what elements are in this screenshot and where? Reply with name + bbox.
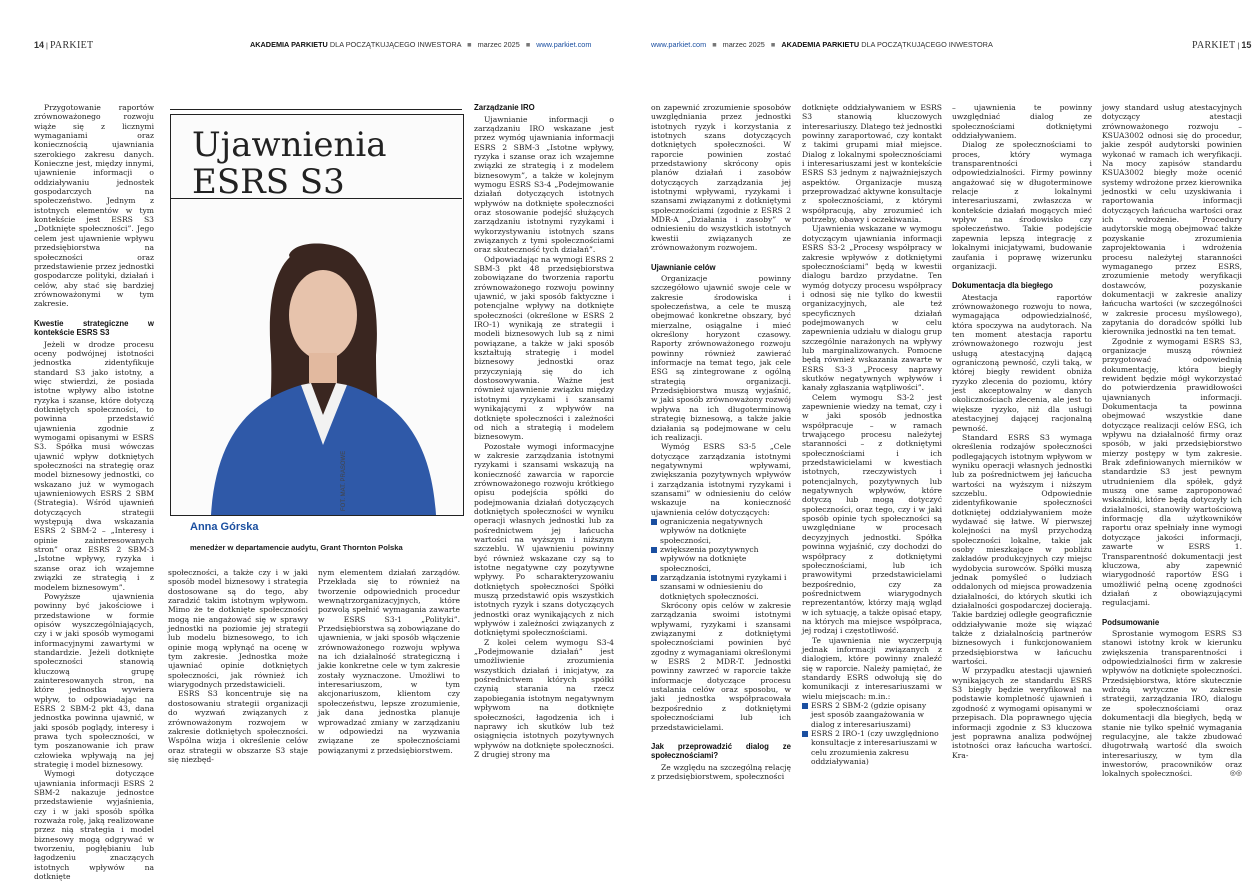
parkiet-logo: PARKIET bbox=[1192, 40, 1236, 51]
paragraph: Te ujawnienia nie wyczerpują jednak informacji związanych z dialogiem, które powinny znaleźć się w raporcie. Należy pamiętać, że standardy ESRS odwołują się do komunikacji z interesariuszami w wielu miejscach: m.in.: bbox=[802, 635, 942, 701]
header-left-brand bbox=[34, 40, 93, 51]
paragraph: dotknięte oddziaływaniem w ESRS S3 stanowią kluczowych interesariuszy. Dlatego też jednostki powinny zaraportować, czy kontakt z takimi grupami miał miejsce. Dialog z lokalnymi społecznościami i interesariuszami jest w kontekście ESRS S3 jednym z najważniejszych aspektów. Organizacje muszą przeprowadzać aktywne konsultacje z społecznościami, z którymi współpracują, aby zrozumieć ich potrzeby, obawy i oczekiwania. bbox=[802, 103, 942, 225]
header-right-brand bbox=[1192, 40, 1251, 51]
paragraph: Wymogi dotyczące ujawniania informacji ESRS 2 SBM-2 nakazuje jednostce przedstawienie wyjaśnienia, czy i w jaki sposób spółka rozważa rolę, jaką realizowane przez nią strategia i model biznesowy mogą odgrywać w tworzeniu, pogłębianiu lub łagodzeniu znaczących istotnych wpływów na dotknięte bbox=[34, 769, 154, 882]
bullet-separator: ■ bbox=[525, 40, 531, 49]
list-item: ograniczenia negatywnych wpływów na dotknięte społeczności, bbox=[651, 517, 791, 545]
section-subtitle: DLA POCZĄTKUJĄCEGO INWESTORA bbox=[329, 40, 462, 49]
column-2 bbox=[168, 568, 308, 764]
section-heading: Podsumowanie bbox=[1102, 617, 1160, 627]
paragraph: jowy standard usług atestacyjnych dotyczący atestacji zrównoważonego rozwoju – KSUA3002 odnosi się do procedur, jakie zespół audytorski powinien wykonać w ramach ich weryfikacji. Na mocy zapisów standardu KSUA3002 biegły może ocenić systemy wdrożone przez kierownika jednostki w celu uzyskiwania i raportowania informacji dotyczących łańcucha wartości oraz ich wdrożenie. Procedury audytorskie mogą obejmować także pozyskanie zrozumienia zaprojektowania i wdrożenia procesu należytej staranności wymaganego przez ESRS, zrozumienie metody weryfikacji dostawców, pozyskanie dokumentacji w zakresie analizy łańcucha wartości (w szczególności w zakresie procesu myślowego), zapytania do doradców spółki lub kierownika jednostki na ten temat. bbox=[1102, 103, 1242, 337]
column-3 bbox=[318, 568, 460, 755]
page-left bbox=[0, 0, 629, 882]
paragraph: nym elementem działań zarządów. Przekłada się to również na tworzenie odpowiednich procedur wewnątrzorganizacyjnych, które pozwolą spełnić wymagania zawarte w ESRS S3-1 „Polityki”. Przedsiębiorstwa są zobowiązane do ujawnienia, w jaki sposób włączenie zrównoważonego rozwoju wpływa na ich działalność strategiczną i jakie konkretne cele w tym zakresie zostały wyznaczone. Umożliwi to interesariuszom, w tym akcjonariuszom, klientom czy społeczeństwu, lepsze zrozumienie, jak dana jednostka planuje wprowadzać zmiany w zarządzaniu w odpowiedzi na wyzwania związane ze społecznościami powiązanymi z przedsiębiorstwem. bbox=[318, 568, 460, 755]
paragraph bbox=[1102, 629, 1242, 779]
paragraph: Odpowiadając na wymogi ESRS 2 SBM-3 pkt 48 przedsiębiorstwa zobowiązane do tworzenia raportu zrównoważonego rozwoju powinny ujawnić, w jaki sposób faktyczne i potencjalne wpływy na dotknięte społeczności (określone w ESRS 2 IRO-1) wynikają ze strategii i modeli biznesowych lub są z nimi powiązane, a także w jaki sposób kształtują strategię i model biznesowy jednostki oraz przyczyniają się do ich dostosowywania. Ważne jest również ujawnienie związku między istotnymi ryzykami i szansami wynikającymi z wpływów na dotknięte społeczności i zależności od nich a strategią i modelem biznesowym. bbox=[474, 254, 614, 442]
paragraph: ESRS S3 koncentruje się na dostosowaniu strategii organizacji do wyzwań związanych z zrównoważonym rozwojem w zakresie dotkniętych społeczności. Wspólna wizja i określenie celów oraz strategii w obszarze S3 staje się niezbęd- bbox=[168, 689, 308, 764]
goals-list bbox=[651, 517, 791, 601]
issue-date: marzec 2025 bbox=[722, 40, 765, 49]
end-of-article-icon: ◎◎ bbox=[1229, 769, 1242, 778]
site-link[interactable]: www.parkiet.com bbox=[536, 40, 592, 49]
paragraph: Zgodnie z wymogami ESRS S3, organizacje muszą również przygotować odpowiednią dokumentację, która biegły rewident będzie mógł wykorzystać do potwierdzenia prawidłowości ujawnianych informacji. Dokumentacja ta powinna obejmować wszystkie dane dotyczące realizacji celów ESG, ich wpływu na działalność firmy oraz sposób, w jaki przedsiębiorstwo mierzy postępy w tym zakresie. Brak zdefiniowanych mierników w standardzie S3 jest pewnym utrudnieniem dla spółek, gdyż muszą one same zaproponować wskaźniki, które będą dotyczyły ich działalności, stanowiły wartościową informację dla użytkowników raportu oraz spełniały inne wymogi dotyczące jakości informacji, zawarte w ESRS 1. Transparentność dokumentacji jest kluczowa, aby zapewnić wiarygodność raportów ESG i umożliwić pełną ocenę zgodności działań z obowiązującymi regulacjami. bbox=[1102, 336, 1242, 608]
author-role: menedżer w departamencie audytu, Grant Thornton Polska bbox=[190, 543, 403, 552]
column-8 bbox=[1102, 103, 1242, 779]
paragraph: Ujawnienia wskazane w wymogu dotyczącym ujawniania informacji ESRS S3-2 „Procesy współpracy w zakresie wpływów z dotkniętymi społecznościami” będą w kwestii dialogu bardzo przydatne. Ten wymóg dotyczy procesu współpracy i odnosi się nie tylko do kwestii organizacyjnych, ale też specyficznych działań podejmowanych w celu zapewnienia udziału w dialogu grup szczególnie narażonych na wpływy lub marginalizowanych. Pomocne będą również wskazania zawarte w ESRS S3-3 „Procesy naprawy skutków negatywnych wpływów i kanały zgłaszania wątpliwości”. bbox=[802, 224, 942, 393]
paragraph: – ujawnienia te powinny uwzględniać dialog ze społecznościami dotkniętymi oddziaływaniem. bbox=[952, 103, 1092, 141]
section-heading: Zarządzanie IRO bbox=[474, 103, 535, 112]
column-1 bbox=[34, 103, 154, 882]
page-number: 14 bbox=[34, 40, 45, 50]
title-rule-bottom bbox=[170, 198, 462, 199]
column-5 bbox=[651, 103, 791, 782]
paragraph: Standard ESRS S3 wymaga określenia rodzajów społeczności podlegających istotnym wpływom w wyniku operacji własnych jednostki lub za pośrednictwem jej łańcucha wartości na wyższym i niższym szczeblu. Odpowiednie zidentyfikowanie społeczności dotkniętej oddziaływaniem może wydawać się łatwe. W pierwszej kolejności na myśl przychodzą społeczności lokalne, takie jak osoby mieszkające w pobliżu zakładów produkcyjnych czy miejsc wydobycia surowców. Spółki muszą jednak pomyśleć o ludziach oddalonych od miejsca prowadzenia działalności, do których skutki ich działalności gospodarczej docierają. Takie bardziej odległe geograficznie oddziaływanie może się wiązać także z działalnością partnerów biznesowych i funkcjonowaniem przedsiębiorstwa w łańcuchu wartości. bbox=[952, 432, 1092, 667]
section-subtitle: DLA POCZĄTKUJĄCEGO INWESTORA bbox=[861, 40, 993, 49]
paragraph: Skrócony opis celów w zakresie zarządzania swoimi istotnymi wpływami, ryzykami i szansami związanymi z dotkniętymi społecznościami powinien być zgodny z wymaganiami określonymi w ESRS 2 MDR-T. Jednostki powinny zawrzeć w raporcie także informacje dotyczące procesu ustalania celów oraz sposobu, w jaki jednostka współpracowała bezpośrednio z dotkniętymi społecznościami lub ich przedstawicielami. bbox=[651, 601, 791, 732]
section-name: AKADEMIA PARKIETU bbox=[250, 40, 328, 49]
photo-credit: FOT. MAT. PRASOWE bbox=[341, 450, 347, 511]
lead-paragraph: Przygotowanie raportów zrównoważonego rozwoju wiąże się z licznymi wymaganiami oraz koniecznością ujawniania szerokiego zakresu danych. Konieczne jest, między innymi, ujawnienie informacji o oddziaływaniu jednostek gospodarczych na społeczeństwo. Jednym z istotnych elementów w tym kontekście jest ESRS S3 „Dotknięte społeczności”. Jego celem jest ujawnienie wpływu przedsiębiorstwa na społeczności oraz przedstawienie przez jednostki gospodarcze polityki, działań i celów, aby stać się bardziej zrównoważonymi w tym zakresie. bbox=[34, 103, 154, 309]
section-heading: Jak przeprowadzić dialog ze społecznościami? bbox=[651, 741, 791, 761]
bullet-separator: ■ bbox=[712, 40, 717, 49]
separator: | bbox=[1237, 41, 1240, 50]
title-line-2: ESRS S3 bbox=[192, 162, 345, 202]
header-left-meta bbox=[250, 40, 591, 49]
section-heading: Ujawnianie celów bbox=[651, 262, 716, 272]
site-link[interactable]: www.parkiet.com bbox=[651, 40, 707, 49]
references-list bbox=[802, 701, 942, 766]
author-name: Anna Górska bbox=[190, 521, 259, 533]
parkiet-logo: PARKIET bbox=[49, 40, 94, 51]
paragraph: Jeżeli w drodze procesu oceny podwójnej istotności jednostka zidentyfikuje standard S3 jako istotny, a więc stwierdzi, że posiada istotne wpływy albo istotne ryzyka i szanse, które dotyczą dotkniętych społeczności, to powinna przedstawić ujawnienia zgodnie z wymogami opisanymi w ESRS S3. Spółka musi wówczas ujawnić wpływ dotkniętych społeczności na strategię oraz model biznesowy jednostki, co wskazano już w wymogach ujawnieniowych ESRS 2 SBM (Strategia). Wśród ujawnień dotyczących strategii występują dwa wskazania ESRS 2 SBM-2 – „Interesy i opinie zainteresowanych stron” oraz ESRS 2 SBM-3 „Istotne wpływy, ryzyka i szanse oraz ich wzajemne związki ze strategią i z modelem biznesowym”. bbox=[34, 339, 154, 592]
paragraph: Organizacje powinny szczegółowo ujawnić swoje cele w zakresie środowiska i społeczeństwa, a cele te muszą obejmować konkretne obszary, być mierzalne, osiągalne i mieć określony horyzont czasowy. Raporty zrównoważonego rozwoju powinny również zawierać informacje na temat tego, jak cele ESG są zintegrowane z ogólną strategią organizacji. Przedsiębiorstwa muszą wyjaśnić, w jaki sposób zrównoważony rozwój wpływa na ich długoterminową strategię biznesową, a także jakie działania są podejmowane w celu ich realizacji. bbox=[651, 274, 791, 442]
page-number: 15 bbox=[1241, 40, 1252, 50]
issue-date: marzec 2025 bbox=[477, 40, 520, 49]
paragraph: W przypadku atestacji ujawnień wynikających ze standardu ESRS S3 biegły będzie weryfikował na podstawie kompletność ujawnień i zgodność z wymogami opisanymi w przepisach. Dla poprawnego ujęcia informacji zgodnie z S3 kluczowa jest poprawna analiza podwójnej istotności oraz łańcucha wartości. Kra- bbox=[952, 666, 1092, 760]
article-title bbox=[192, 127, 462, 201]
list-item: ESRS 2 SBM-2 (gdzie opisany jest sposób zaangażowania w dialog z interesariuszami) bbox=[802, 701, 942, 729]
paragraph: on zapewnić zrozumienie sposobów uwzględniania przez jednostki istotnych ryzyk i korzystania z istotnych szans dotyczących dotkniętych społeczności. W raporcie powinien zostać przedstawiony skrócony opis planów działań i zasobów dotyczących zarządzania jej istotnymi wpływami, ryzykami i szansami związanymi z dotkniętymi społecznościami (zgodnie z ESRS 2 MDR-A „Działania i zasoby” w odniesieniu do wszystkich istotnych kwestii związanych ze zrównoważonym rozwojem. bbox=[651, 103, 791, 253]
bullet-separator: ■ bbox=[770, 40, 776, 49]
column-6 bbox=[802, 103, 942, 766]
paragraph: Wymóg ESRS S3-5 „Cele dotyczące zarządzania istotnymi negatywnymi wpływami, zwiększania pozytywnych wpływów i zarządzania istotnymi ryzykami i szansami” w odniesieniu do celów wskazuje na konieczność ujawnienia celów dotyczących: bbox=[651, 442, 791, 517]
title-line-1: Ujawnienia bbox=[192, 125, 387, 165]
separator: | bbox=[46, 41, 48, 50]
list-item: ESRS 2 IRO-1 (czy uwzględniono konsultacje z interesariuszami w celu zrozumienia zakresu oddziaływania) bbox=[802, 729, 942, 766]
paragraph: Celem wymogu S3-2 jest zapewnienie wiedzy na temat, czy i w jaki sposób jednostka współpracuje – w ramach trwającego procesu należytej staranności – z dotkniętymi społecznościami i ich przedstawicielami w kwestiach istotnych, rzeczywistych i potencjalnych, pozytywnych lub negatywnych wpływów, które dotyczą lub mogą dotyczyć społeczności, oraz tego, czy i w jaki sposób opinie tych społeczności są uwzględniane w procesach decyzyjnych jednostki. Spółka powinna wyjaśnić, czy dochodzi do współpracy z dotkniętymi społecznościami, lub ich prawowitymi przedstawicielami bezpośrednio, czy za pośrednictwem wiarygodnych reprezentantów, którzy mają wgląd w ich sytuację, a także opisać etapy, na których ma miejsce współpraca, jej rodzaj i częstotliwość. bbox=[802, 392, 942, 636]
paragraph: Ze względu na szczególną relację z przedsiębiorstwem, społeczności bbox=[651, 762, 791, 782]
section-heading: Kwestie strategiczne w kontekście ESRS S3 bbox=[34, 318, 154, 338]
bullet-separator: ■ bbox=[467, 40, 472, 49]
list-item: zarządzania istotnymi ryzykami i szansami w odniesieniu do dotkniętych społeczności. bbox=[651, 573, 791, 601]
paragraph: Pozostałe wymogi informacyjne w zakresie zarządzania istotnymi ryzykami i szansami wskazują na konieczność zawarcia w raporcie zrównoważonego rozwoju krótkiego opisu podejścia spółki do podejmowania działań dotyczących dotkniętych społeczności w wyniku operacji własnych jednostki lub za pośrednictwem jej łańcucha wartości na wyższym i niższym szczeblu. W ujawnieniu powinny być również wskazane czy są to istotne negatywne czy pozytywne wpływy. Po scharakteryzowaniu dotkniętych społeczności Spółki muszą przedstawić opis wszystkich istotnych ryzyk i szans dotyczących jednostki oraz wynikających z nich wpływów i zależności związanych z dotkniętymi społecznościami. bbox=[474, 441, 614, 638]
paragraph: społeczności, a także czy i w jaki sposób model biznesowy i strategia dostosowane są do tego, aby zaradzić takim istotnym wpływom. Mimo że te dotknięte społeczności mogą nie angażować się w sprawy jednostki na poziomie jej strategii lub modelu biznesowego, to ich opinie mogą wpłynąć na ocenę w tym zakresie. Jednostka może ujawniać opinie dotkniętych społeczności, jak również ich wiarygodnych przedstawicieli. bbox=[168, 568, 308, 690]
section-heading: Dokumentacja dla biegłego bbox=[952, 281, 1053, 291]
page-right bbox=[630, 0, 1259, 818]
paragraph: Dialog ze społecznościami to proces, który wymaga transparentności i odpowiedzialności. Firmy powinny angażować się w długoterminowe relacje z lokalnymi interesariuszami, zwłaszcza w kontekście działań mogących mieć wpływ na środowisko czy społeczeństwo. Takie podejście zapewnia lepszą integrację z lokalnymi inicjatywami, budowanie zaufania i poprawę wizerunku organizacji. bbox=[952, 140, 1092, 271]
paragraph: Ujawnianie informacji o zarządzaniu IRO wskazane jest przez wymóg ujawniania informacji ESRS 2 SBM-3 „Istotne wpływy, ryzyka i szanse oraz ich wzajemne związki ze strategią i z modelem biznesowym”, a także w kolejnym wymogu ESRS S3-4 „Podejmowanie działań dotyczących istotnych wpływów na dotknięte społeczności oraz stosowanie podejść służących zarządzaniu istotnymi ryzykami i wykorzystywaniu istotnych szans związanych z tymi społecznościami oraz skuteczność tych działań”. bbox=[474, 114, 614, 255]
paragraph: Powyższe ujawnienia powinny być jakościowe i przedstawione w formie opisów wyszczególniających, czy i w jaki sposób wymogami informacyjnymi zawartymi w standardzie. Jeżeli dotknięte społeczności stanowią kluczową grupę zainteresowanych stron, na które jednostka wywiera wpływ, to odpowiadając na ESRS 2 SBM-2 pkt 43, dana jednostka powinna ujawnić, w jaki sposób poglądy, interesy i prawa tych społeczności, w tym poszanowanie ich praw człowieka wpływają na jej strategię i model biznesowy. bbox=[34, 591, 154, 770]
column-4 bbox=[474, 103, 614, 759]
column-7 bbox=[952, 103, 1092, 760]
section-name: AKADEMIA PARKIETU bbox=[781, 40, 860, 49]
header-right-meta bbox=[651, 40, 993, 49]
paragraph: Atestacja raportów zrównoważonego rozwoju to nowa, wymagająca odpowiedzialność, która spoczywa na audytorach. Na ten moment atestacja raportu zrównoważonego rozwoju jest usługą atestacyjną dającą ograniczoną pewność, czyli taką, w której biegły rewident obniża ryzyko zlecenia do poziomu, który jest akceptowalny w danych okolicznościach zlecenia, ale jest to większe ryzyko, niż dla usługi atestacyjnej dającej racjonalną pewność. bbox=[952, 292, 1092, 433]
title-rule-top bbox=[170, 109, 462, 110]
paragraph: Z kolei celem wymogu S3-4 „Podejmowanie działań” jest umożliwienie zrozumienia wszystkich działań i inicjatyw, za pośrednictwem których spółki czynią starania na rzecz zapobiegania istotnym negatywnym wpływom na dotknięte społeczności, łagodzenia ich i naprawy ich skutków lub też osiągnięcia istotnych pozytywnych wpływów na dotknięte społeczności. Z drugiej strony ma bbox=[474, 637, 614, 759]
closing-text: Sprostanie wymogom ESRS S3 stanowi istotny krok w kierunku zwiększenia transparentności i odpowiedzialności firm w zakresie wpływów na dotknięte społeczności. Przedsiębiorstwa, które skutecznie wdrożą wytyczne w zakresie strategii, zarządzania IRO, dialogu ze społecznościami oraz dokumentacji dla biegłych, będą w stanie nie tylko spełnić wymagania regulacyjne, ale także zbudować długotrwałą wartość dla swoich interesariuszy, w tym dla inwestorów, pracowników oraz lokalnych społeczności. bbox=[1102, 629, 1242, 779]
list-item: zwiększenia pozytywnych wpływów na dotknięte społeczności, bbox=[651, 545, 791, 573]
